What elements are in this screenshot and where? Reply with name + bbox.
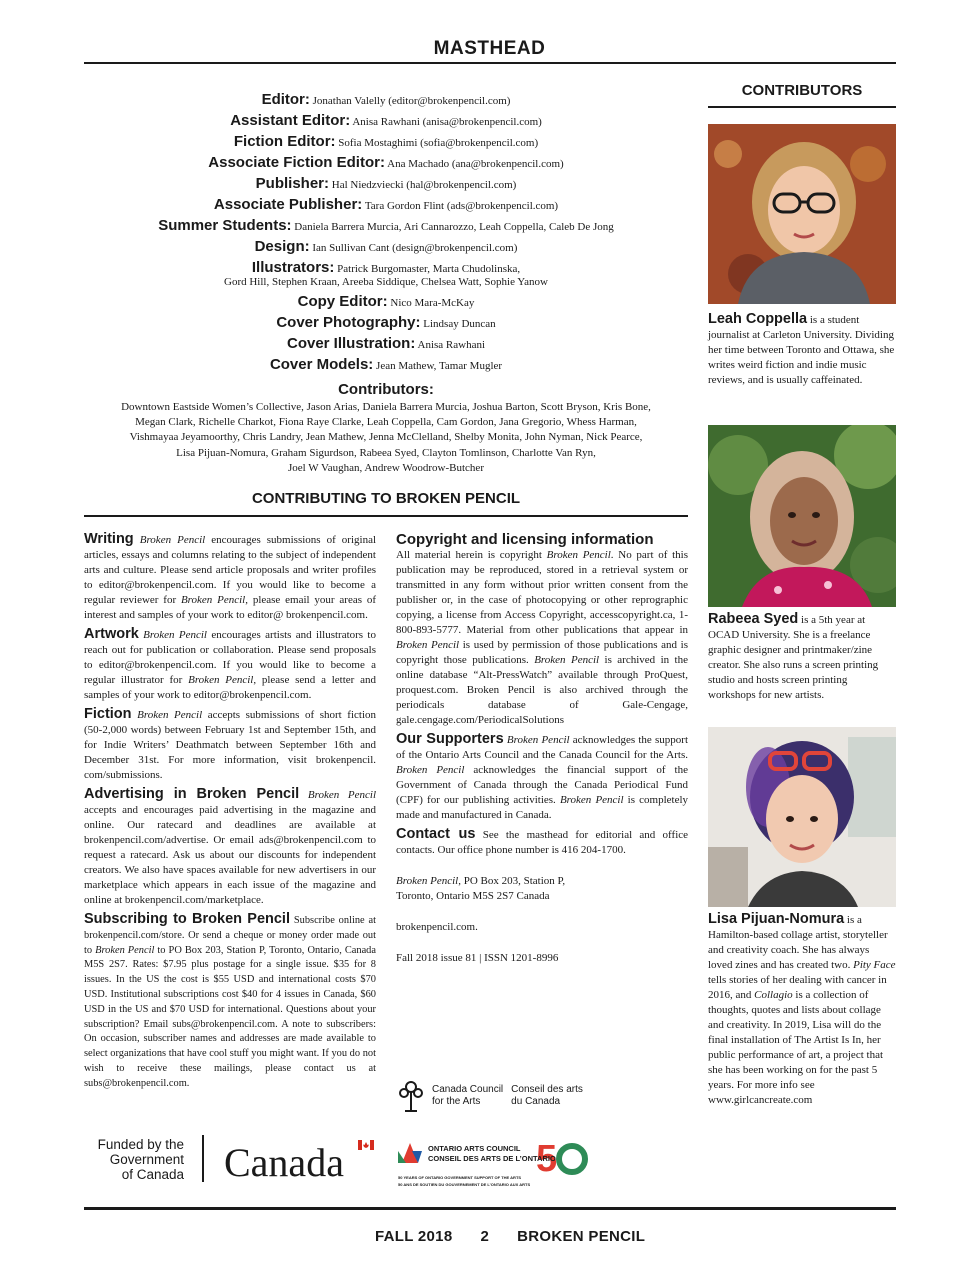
contact-title: Contact us: [396, 826, 476, 842]
credit-names: Tara Gordon Flint (ads@brokenpencil.com): [364, 200, 559, 212]
oac-symbol-icon: [398, 1143, 422, 1163]
contributors-line: Downtown Eastside Women’s Collective, Jason Arias, Daniela Barrera Murcia, Joshua Barton, Scott Bryson, Kris Bone,: [121, 401, 651, 413]
credit-copy-editor: [84, 292, 688, 313]
credit-associate-publisher: [84, 195, 688, 216]
italic-title: Broken Pencil: [137, 709, 203, 721]
contributors-sidebar-rule: [708, 106, 896, 108]
bottom-rule: [84, 1207, 896, 1210]
italic-title: Broken Pencil: [534, 654, 600, 666]
body-text: acknowledges the financial support of the Government of Canada through the Canada Periodical Fund (CPF) for our publishing activities.: [396, 764, 688, 806]
canada-wordmark-logo: [222, 1138, 380, 1182]
contributing-rule: [84, 515, 688, 517]
credit-cover-models: [84, 355, 688, 376]
credit-design: [84, 237, 688, 258]
body-text: . No part of this publication may be reproduced, stored in a retrieval system or transmitted in any form without prior written consent from the publisher or, in the case of photocopying or other reprographic copying, a license from Access Copyright, accesscopyright.ca, 1-800-893-5777. Material from other publications that appear in: [396, 549, 688, 636]
credit-summer-students: [84, 216, 688, 237]
lisa-pijuan-nomura-photo: [708, 727, 896, 907]
canada-wordmark-text: Canada: [224, 1140, 344, 1182]
credit-editor: [84, 90, 688, 111]
contributor-name: Lisa Pijuan-Nomura: [708, 911, 845, 927]
credit-role: Editor:: [261, 91, 310, 108]
bio-text: is a Hamilton-based collage artist, storyteller and creativity coach. She has always loved zines and has created two.: [708, 914, 888, 971]
canada-council-name-fr: [511, 1084, 583, 1108]
italic-title: Broken Pencil: [396, 875, 459, 887]
credit-names: Sofia Mostaghimi (sofia@brokenpencil.com): [338, 137, 539, 149]
credit-role: Cover Photography:: [276, 314, 421, 331]
body-text: to PO Box 203, Station P, Toronto, Ontario, Canada M5S 2S7. Rates: $7.95 plus postage for a single issue. $35 for 8 issues. In the US the cost is $55 USD and international costs $70 USD. Institutional subscriptions cost $40 for 4 issues in Canada, $60 USD in the US and $70 USD for international. Questions about your subscription? Email subs@brokenpencil.com. A note to subscribers: On occasion, subscriber names and addresses are made available to select organizations that have cool stuff you might want. If you do not wish to receive these mailings, please contact us at subs@brokenpencil.com.: [84, 944, 376, 1089]
fiction-title: Fiction: [84, 706, 132, 722]
funded-by-government-text: [84, 1137, 184, 1182]
body-text: Subscribe online at brokenpencil.com/store. Or send a cheque or money order made out to: [84, 915, 377, 956]
contributors-line: Joel W Vaughan, Andrew Woodrow-Butcher: [288, 461, 484, 474]
logo-text: du Canada: [511, 1096, 561, 1107]
credit-names: Hal Niedzviecki (hal@brokenpencil.com): [331, 179, 517, 191]
page-title: MASTHEAD: [433, 38, 546, 59]
credit-names: Nico Mara-McKay: [390, 297, 475, 309]
credit-role: Cover Models:: [269, 356, 374, 373]
logo-text: Canada Council: [432, 1084, 504, 1095]
issue-info: Fall 2018 issue 81 | ISSN 1201-8996: [396, 952, 559, 964]
contributing-heading: CONTRIBUTING TO BROKEN PENCIL: [251, 490, 521, 507]
funded-divider: [202, 1135, 204, 1182]
contributing-left-column: [84, 532, 376, 1096]
canada-council-logo: [398, 1078, 598, 1114]
italic-title: Broken Pencil: [307, 789, 377, 801]
bio-text: tells stories of her dealing with cancer in 2016, and: [708, 974, 887, 1001]
logo-text: Conseil des arts: [511, 1084, 583, 1095]
advertising-section: [84, 787, 376, 908]
bio-text: is a student journalist at Carleton University. Dividing her time between Toronto and Ottawa, she writes weird fiction and indie music reviews, and is usually caffeinated.: [708, 314, 895, 386]
address-line: , PO Box 203, Station P,: [458, 875, 566, 887]
credit-role: Fiction Editor:: [233, 133, 336, 150]
italic-title: Broken Pencil: [506, 734, 570, 746]
fiction-section: [84, 707, 376, 783]
contributors-list: [84, 380, 688, 476]
logo-text: Government: [109, 1152, 184, 1167]
italic-title: Broken Pencil: [95, 944, 155, 956]
rabeea-syed-bio: [708, 612, 896, 703]
contributor-name: Rabeea Syed: [708, 611, 799, 627]
footer-magazine: BROKEN PENCIL: [517, 1228, 646, 1245]
masthead-credits: [84, 90, 688, 376]
credit-names: Anisa Rawhani: [417, 339, 486, 351]
address-line: Toronto, Ontario M5S 2S7 Canada: [396, 890, 550, 902]
body-text: , please email your areas of interest and samples of your work to editor@ brokenpencil.com.: [84, 594, 377, 621]
credit-illustrators-continued: Gord Hill, Stephen Kraan, Areeba Siddique, Chelsea Watt, Sophie Yanow: [224, 276, 548, 288]
credit-role: Cover Illustration:: [286, 335, 416, 352]
canada-flag-icon: [358, 1140, 374, 1150]
body-text: , please send a letter and samples of your work to editor@brokenpencil.com.: [84, 674, 376, 701]
logo-text: for the Arts: [432, 1096, 481, 1107]
contributor-name: Leah Coppella: [708, 311, 808, 327]
writing-section: [84, 532, 376, 623]
logo-text: of Canada: [121, 1167, 184, 1182]
logo-text: CONSEIL DES ARTS DE L’ONTARIO: [428, 1154, 556, 1163]
credit-names: Ana Machado (ana@brokenpencil.com): [387, 158, 564, 170]
credit-cover-illustration: [84, 334, 688, 355]
page-footer: [375, 1228, 645, 1245]
body-text: is completely made and manufactured in Canada.: [396, 794, 689, 821]
credit-names: Daniela Barrera Murcia, Ari Cannarozzo, Leah Coppella, Caleb De Jong: [294, 221, 614, 233]
body-text: encourages artists and illustrators to reach out for publication or collaboration. Please send proposals to editor@brokenpencil.com. If you would like to become a regular illustrator for: [84, 629, 376, 686]
canada-council-name-en: [432, 1084, 503, 1108]
bio-text: is a collection of thoughts, quotes and lists about collage and creativity. In 2019, Lisa will do the final installation of The Artist Is In, her public performance of art, a project that she has been working on for the past 5 years. For more info see www.girlcancreate.com: [708, 989, 884, 1106]
website-text: brokenpencil.com.: [396, 921, 478, 933]
body-text: is archived in the online database “Alt-PressWatch” available through ProQuest, proquest.com. Broken Pencil is also archived through the periodicals database of Gale-Cengage, gale.cengage.com/PeriodicalSolutions: [396, 654, 688, 726]
subscribing-section: [84, 912, 376, 1092]
body-text: All material herein is copyright: [396, 549, 547, 561]
credit-role: Publisher:: [255, 175, 330, 192]
supporters-title: Our Supporters: [396, 731, 504, 747]
italic-title: Broken Pencil: [143, 629, 207, 641]
artwork-title: Artwork: [84, 626, 139, 642]
credit-role: Assistant Editor:: [230, 112, 351, 129]
leah-coppella-photo: [708, 124, 896, 304]
credit-role: Associate Publisher:: [213, 196, 363, 213]
credit-role: Illustrators:: [251, 259, 335, 276]
credit-names: Anisa Rawhani (anisa@brokenpencil.com): [352, 116, 542, 128]
contributors-heading: Contributors:: [338, 381, 434, 398]
credit-names: Ian Sullivan Cant (design@brokenpencil.com): [312, 242, 518, 254]
rabeea-syed-photo: [708, 425, 896, 607]
body-text: accepts submissions of short fiction (50-2,000 words) between February 1st and September 15th, and for Indie Writers’ Deathmatch between September 16th and December 31st. For more information, visit brokenpencil. com/submissions.: [84, 709, 377, 781]
credit-names: Jean Mathew, Tamar Mugler: [376, 360, 503, 372]
credit-cover-photography: [84, 313, 688, 334]
credit-publisher: [84, 174, 688, 195]
credit-role: Summer Students:: [158, 217, 292, 234]
italic-title: Broken Pencil: [559, 794, 624, 806]
italic-title: Broken Pencil: [396, 639, 460, 651]
footer-season: FALL 2018: [375, 1228, 453, 1245]
body-text: accepts and encourages paid advertising in the magazine and online. Our ratecard and deadlines are available at brokenpencil.com/advertise. Or email ads@brokenpencil.com to request a ratecard. Ask us about our discounts for independent creators. We also have spaces available for new advertisers in our marketplace which appears in each issue of the magazine and online at brokenpencil.com/marketplace.: [84, 804, 376, 906]
contact-section: [396, 827, 688, 858]
artwork-section: [84, 627, 376, 703]
italic-title: Broken Pencil: [188, 674, 254, 686]
body-text: acknowledges the support of the Ontario Arts Council and the Canada Council for the Arts.: [396, 734, 689, 761]
credit-names: Lindsay Duncan: [423, 318, 496, 330]
credit-assistant-editor: [84, 111, 688, 132]
contributors-line: Megan Clark, Richelle Charkot, Fiona Raye Clarke, Leah Coppella, Cam Gordon, Jana Gregorio, Whess Harman,: [135, 416, 637, 429]
leah-coppella-bio: [708, 312, 896, 388]
italic-title: Broken Pencil: [180, 594, 246, 606]
page-number: 2: [480, 1228, 490, 1245]
body-text: See the masthead for editorial and office contacts. Our office phone number is 416 204-1700.: [396, 829, 689, 856]
contributors-line: Vishmayaa Jeyamoorthy, Chris Landry, Jean Mathew, Jenna McClelland, Shelby Monita, John Nyman, Nick Pearce,: [129, 431, 643, 444]
logo-text: 50 YEARS OF ONTARIO GOVERNMENT SUPPORT OF THE ARTS: [398, 1175, 522, 1180]
credit-role: Design:: [254, 238, 310, 255]
italic-title: Broken Pencil: [139, 534, 206, 546]
contributors-sidebar-heading: CONTRIBUTORS: [741, 82, 863, 99]
credit-names: Patrick Burgomaster, Marta Chudolinska,: [337, 263, 521, 275]
contributors-line: Lisa Pijuan-Nomura, Graham Sigurdson, Rabeea Syed, Clayton Tomlinson, Charlotte Van Ryn,: [176, 446, 596, 459]
italic-title: Collagio: [754, 989, 793, 1001]
lisa-pijuan-nomura-bio: [708, 912, 896, 1108]
credit-names: Jonathan Valelly (editor@brokenpencil.com): [312, 95, 511, 107]
italic-title: Pity Face: [853, 959, 896, 971]
subscribing-title: Subscribing to Broken Pencil: [84, 911, 290, 927]
logo-text: Funded by the: [97, 1137, 184, 1152]
canada-council-tree-icon: [398, 1079, 424, 1113]
logo-text: ONTARIO ARTS COUNCIL: [428, 1144, 521, 1153]
bio-text: is a 5th year at OCAD University. She is a freelance graphic designer and printmaker/zine creator. She also runs a screen printing studio and hosts screen printing workshops for new artists.: [708, 614, 879, 701]
credit-associate-fiction-editor: [84, 153, 688, 174]
body-text: is used by permission of those publications and is copyright those publications.: [396, 639, 688, 666]
credit-fiction-editor: [84, 132, 688, 153]
advertising-title: Advertising in Broken Pencil: [84, 786, 300, 802]
top-rule: [84, 62, 896, 64]
svg-text:5: 5: [536, 1138, 558, 1180]
credit-role: Copy Editor:: [297, 293, 388, 310]
italic-title: Broken Pencil: [546, 549, 611, 561]
credit-role: Associate Fiction Editor:: [208, 154, 385, 171]
body-text: encourages submissions of original articles, essays and columns relating to the subject of independent arts and culture. Please send article proposals and writer profiles to editor@brokenpencil.com. If you would like to become a regular reviewer for: [84, 534, 377, 606]
ontario-arts-council-logo: [396, 1137, 592, 1189]
writing-title: Writing: [84, 531, 134, 547]
contributing-middle-column: [396, 532, 688, 966]
logo-text: 50 ANS DE SOUTIEN DU GOUVERNEMENT DE L’ONTARIO AUX ARTS: [398, 1182, 531, 1187]
supporters-section: [396, 732, 688, 823]
copyright-section: [396, 532, 688, 728]
copyright-title: Copyright and licensing information: [396, 531, 654, 548]
italic-title: Broken Pencil: [396, 764, 465, 776]
mailing-address: [396, 874, 688, 904]
